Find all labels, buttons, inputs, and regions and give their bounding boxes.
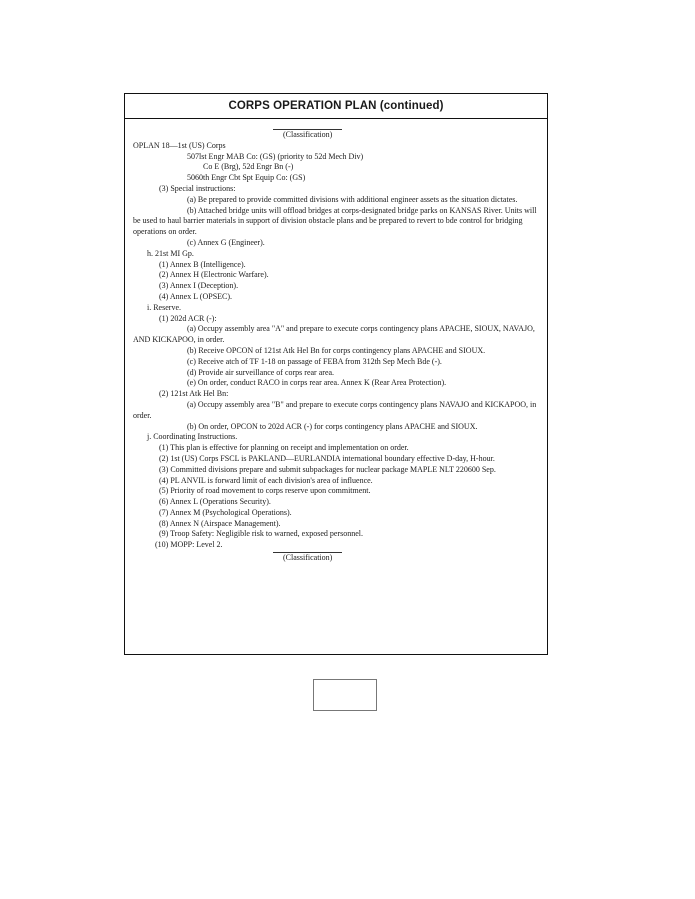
text-line: j. Coordinating Instructions. — [147, 432, 238, 442]
text-line: h. 21st MI Gp. — [147, 248, 194, 258]
page-number-box — [313, 679, 377, 711]
text-line: OPLAN 18—1st (US) Corps — [133, 140, 226, 150]
text-line: (9) Troop Safety: Negligible risk to warned, exposed personnel. — [159, 529, 363, 539]
text-line: (3) Committed divisions prepare and submit subpackages for nuclear package MAPLE NLT 220600 Sep. — [159, 464, 496, 474]
document-body — [125, 119, 547, 564]
text-line: 5060th Engr Cbt Spt Equip Co: (GS) — [187, 173, 306, 183]
text-line: (a) Occupy assembly area "A" and prepare to execute corps contingency plans APACHE, SIOUX, NAVAJO, AND KICKAPOO, in order. — [133, 324, 535, 345]
text-line: (1) 202d ACR (-): — [159, 313, 217, 323]
text-line: (1) Annex B (Intelligence). — [159, 259, 246, 269]
text-line: (a) Occupy assembly area "B" and prepare to execute corps contingency plans NAVAJO and KICKAPOO, in order. — [133, 399, 537, 420]
text-line: (7) Annex M (Psychological Operations). — [159, 507, 292, 517]
text-line: (1) This plan is effective for planning on receipt and implementation on order. — [159, 443, 409, 453]
text-line: (c) Annex G (Engineer). — [187, 237, 265, 247]
text-line: (c) Receive atch of TF 1-18 on passage of FEBA from 312th Sep Mech Bde (-). — [187, 356, 442, 366]
text-line: (5) Priority of road movement to corps reserve upon commitment. — [159, 486, 371, 496]
text-line: (a) Be prepared to provide committed divisions with additional engineer assets as the situation dictates. — [187, 194, 518, 204]
text-line: (3) Annex I (Deception). — [159, 281, 239, 291]
text-line: (e) On order, conduct RACO in corps rear area. Annex K (Rear Area Protection). — [187, 378, 447, 388]
classification-top: (Classification) — [273, 129, 539, 141]
text-lines — [133, 141, 539, 551]
text-line: Co E (Brg), 52d Engr Bn (-) — [203, 162, 294, 172]
text-line: 507lst Engr MAB Co: (GS) (priority to 52d Mech Div) — [187, 151, 364, 161]
text-line: (8) Annex N (Airspace Management). — [159, 518, 281, 528]
classification-bottom: (Classification) — [273, 552, 539, 564]
text-line: (2) 121st Atk Hel Bn: — [159, 389, 229, 399]
text-line: (b) Attached bridge units will offload bridges at corps-designated bridge parks on KANSAS River. Units will be used to haul barrier materials in support of division obstacle plans and be prepared to revert to bde control for bridging operations on order. — [133, 205, 537, 237]
text-line: (2) 1st (US) Corps FSCL is PAKLAND—EURLANDIA international boundary effective D-day, H-hour. — [159, 453, 495, 463]
text-line: (10) MOPP: Level 2. — [155, 540, 223, 550]
document-frame — [124, 93, 548, 655]
text-line: (2) Annex H (Electronic Warfare). — [159, 270, 269, 280]
text-line: (6) Annex L (Operations Security). — [159, 497, 271, 507]
text-line: (4) Annex L (OPSEC). — [159, 291, 233, 301]
text-line: i. Reserve. — [147, 302, 181, 312]
text-line: (b) Receive OPCON of 121st Atk Hel Bn for corps contingency plans APACHE and SIOUX. — [187, 345, 486, 355]
page-title: CORPS OPERATION PLAN (continued) — [125, 94, 547, 119]
text-line: (b) On order, OPCON to 202d ACR (-) for corps contingency plans APACHE and SIOUX. — [187, 421, 478, 431]
text-line: (3) Special instructions: — [159, 183, 236, 193]
text-line: (d) Provide air surveillance of corps rear area. — [187, 367, 335, 377]
text-line: (4) PL ANVIL is forward limit of each division's area of influence. — [159, 475, 373, 485]
